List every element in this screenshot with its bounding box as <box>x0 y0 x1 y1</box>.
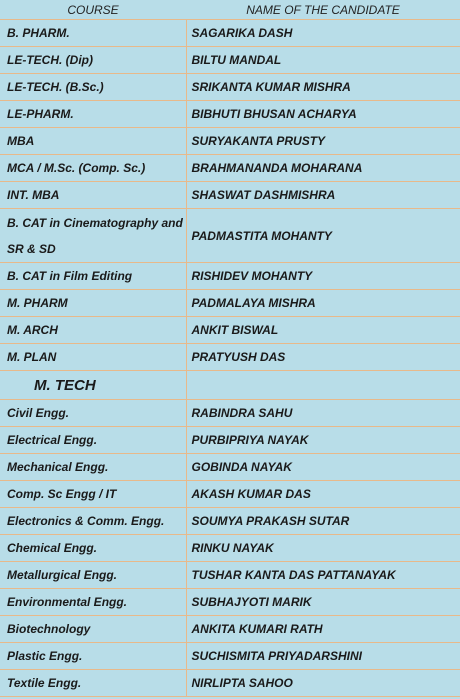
candidate-name-cell: PADMALAYA MISHRA <box>186 290 460 317</box>
course-cell: M. ARCH <box>0 317 186 344</box>
candidate-name-cell: AKASH KUMAR DAS <box>186 481 460 508</box>
course-cell: Comp. Sc Engg / IT <box>0 481 186 508</box>
candidate-name-cell: RABINDRA SAHU <box>186 400 460 427</box>
table-row <box>0 182 460 209</box>
candidate-name-cell: SHASWAT DASHMISHRA <box>186 182 460 209</box>
candidate-name-cell: GOBINDA NAYAK <box>186 454 460 481</box>
table-row <box>0 263 460 290</box>
table-row <box>0 128 460 155</box>
candidate-name-cell: SRIKANTA KUMAR MISHRA <box>186 74 460 101</box>
table-row <box>0 209 460 263</box>
table-row <box>0 74 460 101</box>
course-cell: Mechanical Engg. <box>0 454 186 481</box>
candidate-name-cell: PRATYUSH DAS <box>186 344 460 371</box>
table-row <box>0 101 460 128</box>
candidate-name-cell: ANKIT BISWAL <box>186 317 460 344</box>
candidate-name-cell: PADMASTITA MOHANTY <box>186 209 460 263</box>
course-cell: B. CAT in Film Editing <box>0 263 186 290</box>
candidate-name-cell: RINKU NAYAK <box>186 535 460 562</box>
course-cell: LE-TECH. (Dip) <box>0 47 186 74</box>
course-cell: MBA <box>0 128 186 155</box>
course-cell: Textile Engg. <box>0 670 186 697</box>
course-cell: M. PLAN <box>0 344 186 371</box>
course-cell: M. PHARM <box>0 290 186 317</box>
table-row <box>0 317 460 344</box>
table-row <box>0 20 460 47</box>
table-row <box>0 589 460 616</box>
table-row <box>0 454 460 481</box>
course-cell: LE-PHARM. <box>0 101 186 128</box>
course-cell: Plastic Engg. <box>0 643 186 670</box>
course-cell: Environmental Engg. <box>0 589 186 616</box>
table-row <box>0 481 460 508</box>
table-row <box>0 400 460 427</box>
table-row <box>0 290 460 317</box>
header-row <box>0 0 460 20</box>
table-row <box>0 427 460 454</box>
course-cell: Electronics & Comm. Engg. <box>0 508 186 535</box>
candidate-name-cell: SUBHAJYOTI MARIK <box>186 589 460 616</box>
candidate-name-cell: BRAHMANANDA MOHARANA <box>186 155 460 182</box>
candidate-name-cell: BIBHUTI BHUSAN ACHARYA <box>186 101 460 128</box>
section-header-row <box>0 371 460 400</box>
candidate-name-cell: BILTU MANDAL <box>186 47 460 74</box>
course-cell: INT. MBA <box>0 182 186 209</box>
course-cell: LE-TECH. (B.Sc.) <box>0 74 186 101</box>
table-row <box>0 508 460 535</box>
course-cell: Civil Engg. <box>0 400 186 427</box>
course-cell: B. CAT in Cinematography and SR & SD <box>0 209 186 263</box>
table-row <box>0 155 460 182</box>
course-column-header: COURSE <box>0 0 186 20</box>
course-cell: Metallurgical Engg. <box>0 562 186 589</box>
table-row <box>0 643 460 670</box>
candidate-name-cell: TUSHAR KANTA DAS PATTANAYAK <box>186 562 460 589</box>
section-title-mtech: M. TECH <box>0 371 186 400</box>
candidate-name-cell: SAGARIKA DASH <box>186 20 460 47</box>
table-row <box>0 562 460 589</box>
course-cell: Electrical Engg. <box>0 427 186 454</box>
course-cell: Chemical Engg. <box>0 535 186 562</box>
candidate-name-cell: ANKITA KUMARI RATH <box>186 616 460 643</box>
course-cell: B. PHARM. <box>0 20 186 47</box>
candidate-name-cell: RISHIDEV MOHANTY <box>186 263 460 290</box>
name-column-header: NAME OF THE CANDIDATE <box>186 0 460 20</box>
table-row <box>0 47 460 74</box>
table-row <box>0 344 460 371</box>
empty-cell <box>186 371 460 400</box>
course-cell: Biotechnology <box>0 616 186 643</box>
table-row <box>0 670 460 697</box>
course-cell: MCA / M.Sc. (Comp. Sc.) <box>0 155 186 182</box>
candidate-name-cell: SURYAKANTA PRUSTY <box>186 128 460 155</box>
candidate-name-cell: NIRLIPTA SAHOO <box>186 670 460 697</box>
candidate-name-cell: PURBIPRIYA NAYAK <box>186 427 460 454</box>
candidate-name-cell: SUCHISMITA PRIYADARSHINI <box>186 643 460 670</box>
candidate-name-cell: SOUMYA PRAKASH SUTAR <box>186 508 460 535</box>
table-row <box>0 616 460 643</box>
table-row <box>0 535 460 562</box>
